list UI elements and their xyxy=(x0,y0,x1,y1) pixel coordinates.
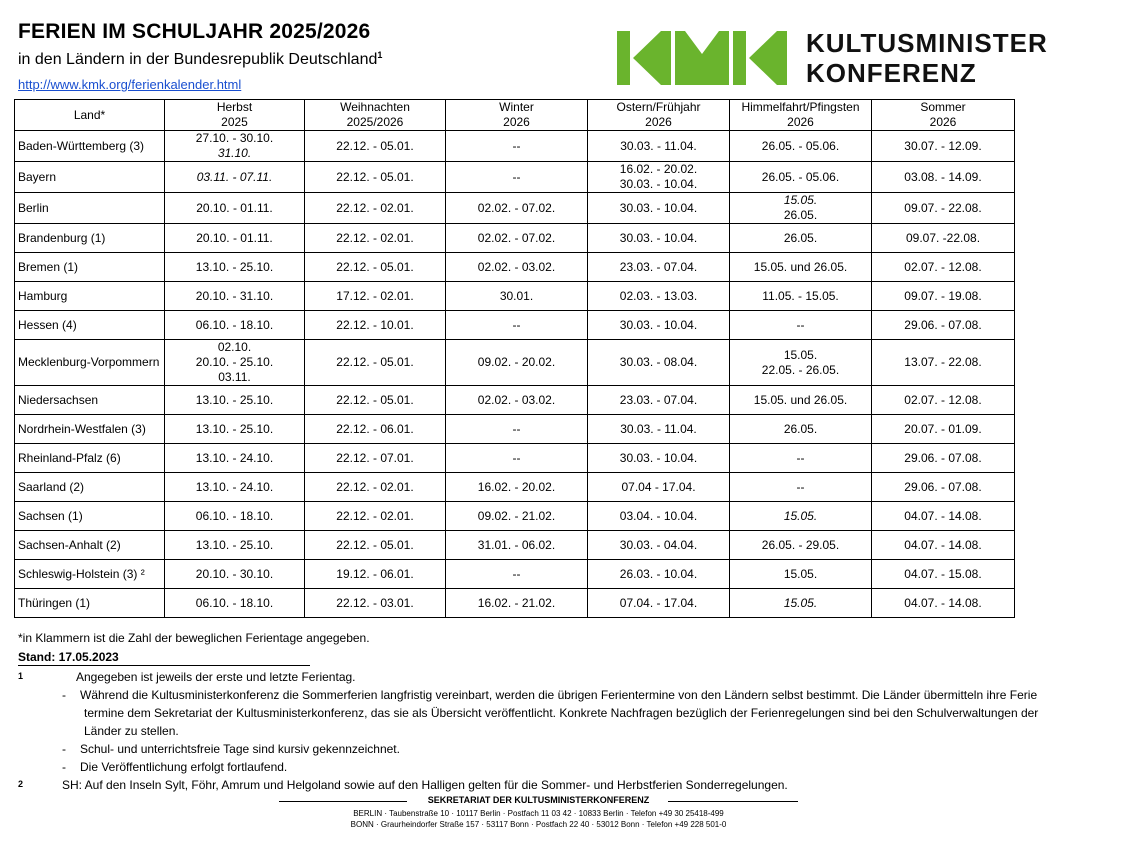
ferien-date: 30.03. - 10.04. xyxy=(619,450,698,465)
ferien-cell xyxy=(165,415,305,444)
ferien-cell xyxy=(872,444,1015,473)
column-header-line: Ostern/Frühjahr xyxy=(616,100,701,114)
ferien-cell xyxy=(730,444,872,473)
ferien-date: 22.12. - 05.01. xyxy=(336,355,414,369)
ferien-date: 22.12. - 07.01. xyxy=(336,450,414,465)
ferien-date: -- xyxy=(512,138,521,153)
bullet-3-text: Die Veröffentlichung erfolgt fortlaufend. xyxy=(80,760,288,774)
ferien-date: 03.11. xyxy=(218,370,251,384)
logo-text-line1: KULTUSMINISTER xyxy=(806,28,1048,58)
table-row xyxy=(15,131,1015,162)
ferien-date: 26.05. - 05.06. xyxy=(761,138,840,153)
ferien-cell xyxy=(165,131,305,162)
ferien-date: 22.12. - 06.01. xyxy=(336,421,414,436)
ferien-cell xyxy=(730,589,872,618)
asterisk-note: *in Klammern ist die Zahl der beweglichen Ferientage angegeben. xyxy=(18,631,370,645)
ferien-date: 03.04. - 10.04. xyxy=(619,508,698,523)
land-name: Sachsen (1) xyxy=(15,502,165,531)
ferien-cell xyxy=(730,253,872,282)
column-header-line: 2025 xyxy=(221,115,248,129)
ferien-date: 06.10. - 18.10. xyxy=(195,595,274,610)
column-header xyxy=(588,100,730,131)
ferien-cell xyxy=(872,502,1015,531)
land-name: Brandenburg (1) xyxy=(15,224,165,253)
ferien-date: 30.03. - 11.04. xyxy=(620,138,697,153)
ferien-cell xyxy=(872,589,1015,618)
ferien-cell xyxy=(588,589,730,618)
ferien-cell xyxy=(588,415,730,444)
bullet-dash: - xyxy=(62,742,66,756)
bullet-1-line-1: Während die Kultusministerkonferenz die Sommerferien langfristig vereinbart, werden die übrigen Ferientermine von den Ländern selbst bestimmt. Die Länder übermitteln ihre Ferie xyxy=(80,688,1038,702)
ferien-cell xyxy=(872,311,1015,340)
ferien-cell xyxy=(730,282,872,311)
ferien-cell xyxy=(305,224,446,253)
table-row xyxy=(15,282,1015,311)
ferien-cell xyxy=(588,282,730,311)
ferien-date: 26.05. - 05.06. xyxy=(761,169,840,184)
table-header-row xyxy=(15,100,1015,131)
ferien-cell xyxy=(588,502,730,531)
ferien-date: 30.03. - 10.04. xyxy=(619,317,698,332)
land-name: Hamburg xyxy=(15,282,165,311)
ferien-date: 07.04 - 17.04. xyxy=(621,479,696,494)
ferien-cell xyxy=(165,282,305,311)
ferien-cell xyxy=(165,502,305,531)
ferien-cell xyxy=(730,502,872,531)
footnote-1-bullet-3 xyxy=(18,758,1058,776)
logo-k1-arm xyxy=(633,31,671,85)
ferien-date: 31.01. - 06.02. xyxy=(477,537,556,552)
ferien-date: 11.05. - 15.05. xyxy=(762,288,839,303)
ferien-cell xyxy=(588,162,730,193)
table-row xyxy=(15,253,1015,282)
ferien-date: 16.02. - 20.02. xyxy=(619,162,698,176)
ferien-cell xyxy=(305,531,446,560)
ferien-cell xyxy=(446,589,588,618)
ferien-date: 20.07. - 01.09. xyxy=(904,421,982,436)
ferien-cell xyxy=(588,560,730,589)
ferien-date: 26.05. - 29.05. xyxy=(761,537,840,552)
ferien-cell xyxy=(588,473,730,502)
ferien-date: -- xyxy=(512,317,521,332)
footnote-1-bullet-2 xyxy=(18,740,1058,758)
ferien-date: 02.02. - 03.02. xyxy=(477,259,556,274)
ferien-date: 29.06. - 07.08. xyxy=(904,479,982,494)
ferien-cell xyxy=(872,162,1015,193)
ferien-cell xyxy=(305,193,446,224)
ferien-date: 20.10. - 30.10. xyxy=(195,566,274,581)
bullet-1-line-2: termine dem Sekretariat der Kultusministerkonferenz, das sie als Übersicht veröffentlicht. Konkrete Nachfragen bezüglich der Ferienregelungen sind bei den Schulverwaltungen der xyxy=(84,706,1039,720)
bullet-2-text: Schul- und unterrichtsfreie Tage sind kursiv gekennzeichnet. xyxy=(80,742,400,756)
ferien-date: 16.02. - 20.02. xyxy=(477,479,556,494)
ferien-date: -- xyxy=(796,479,805,494)
footnote-1-text: Angegeben ist jeweils der erste und letzte Ferientag. xyxy=(76,670,356,684)
ferien-date: 02.02. - 07.02. xyxy=(477,200,556,215)
column-header-line: Weihnachten xyxy=(340,100,410,114)
ferien-cell xyxy=(305,386,446,415)
ferien-date: 09.07. - 22.08. xyxy=(904,200,982,215)
ferien-cell xyxy=(872,560,1015,589)
logo-text-line2: KONFERENZ xyxy=(806,58,977,88)
ferien-date: 31.10. xyxy=(217,146,252,160)
ferien-cell xyxy=(305,560,446,589)
column-header xyxy=(15,100,165,131)
ferien-date: 06.10. - 18.10. xyxy=(195,317,274,332)
page-subtitle xyxy=(18,50,382,69)
ferien-date: 15.05. und 26.05. xyxy=(753,259,848,274)
ferien-cell xyxy=(588,253,730,282)
ferien-date: 26.05. xyxy=(783,208,818,222)
ferien-cell xyxy=(588,311,730,340)
ferien-date: 20.10. - 31.10. xyxy=(195,288,274,303)
ferien-date: 15.05. xyxy=(783,566,818,581)
ferien-date: 02.07. - 12.08. xyxy=(904,259,982,274)
ferien-cell xyxy=(165,386,305,415)
column-header-line: Herbst xyxy=(216,100,253,114)
ferien-cell xyxy=(872,340,1015,386)
footer-address-berlin: BERLIN · Taubenstraße 10 · 10117 Berlin · Postfach 11 03 42 · 10833 Berlin · Telefon +49 30 25418-499 xyxy=(353,809,724,818)
ferien-cell xyxy=(872,415,1015,444)
ferien-cell xyxy=(165,311,305,340)
footnote-2 xyxy=(18,776,1058,794)
ferien-cell xyxy=(446,531,588,560)
subtitle-footnote-mark: 1 xyxy=(377,50,383,60)
land-name: Niedersachsen xyxy=(15,386,165,415)
column-header xyxy=(165,100,305,131)
column-header-line: 2026 xyxy=(787,115,814,129)
ferien-date: 09.07. - 19.08. xyxy=(904,288,982,303)
ferien-date: 22.12. - 02.01. xyxy=(336,200,414,215)
table-row xyxy=(15,386,1015,415)
ferien-date: 02.10. xyxy=(217,340,252,354)
ferien-cell xyxy=(872,131,1015,162)
ferien-cell xyxy=(872,282,1015,311)
ferien-cell xyxy=(872,193,1015,224)
ferien-cell xyxy=(588,340,730,386)
ferien-date: 13.10. - 25.10. xyxy=(195,421,274,436)
ferien-date: 23.03. - 07.04. xyxy=(619,259,698,274)
stand-date: Stand: 17.05.2023 xyxy=(18,650,310,666)
ferien-date: -- xyxy=(796,317,805,332)
kmk-logo xyxy=(617,31,787,85)
table-row xyxy=(15,224,1015,253)
land-name: Schleswig-Holstein (3) ² xyxy=(15,560,165,589)
column-header-line: 2026 xyxy=(645,115,672,129)
ferien-date: 20.10. - 01.11. xyxy=(196,200,273,215)
ferien-cell xyxy=(446,224,588,253)
ferien-cell xyxy=(305,444,446,473)
footnotes xyxy=(18,668,1058,794)
ferien-date: 22.12. - 05.01. xyxy=(336,392,414,407)
ferien-date: 02.02. - 07.02. xyxy=(477,230,556,245)
ferien-date: 30.03. - 10.04. xyxy=(619,230,698,245)
land-name: Berlin xyxy=(15,193,165,224)
ferien-date: 13.10. - 25.10. xyxy=(195,537,274,552)
ferien-date: 17.12. - 02.01. xyxy=(336,288,414,303)
ferien-date: 03.11. - 07.11. xyxy=(196,169,273,184)
ferien-date: 30.07. - 12.09. xyxy=(904,138,982,153)
logo-k2-arm xyxy=(749,31,787,85)
footnote-1-bullet-1 xyxy=(18,686,1058,740)
ferien-cell xyxy=(305,282,446,311)
ferien-cell xyxy=(305,415,446,444)
ferien-date: 04.07. - 14.08. xyxy=(904,595,982,610)
ferien-cell xyxy=(872,253,1015,282)
ferien-cell xyxy=(305,162,446,193)
ferien-cell xyxy=(446,162,588,193)
table-row xyxy=(15,415,1015,444)
ferien-date: 30.03. - 10.04. xyxy=(619,177,698,191)
footnote-1-mark: 1 xyxy=(18,671,24,681)
ferien-date: 30.01. xyxy=(499,288,534,303)
footnote-2-text: SH: Auf den Inseln Sylt, Föhr, Amrum und Helgoland sowie auf den Halligen gelten für die Sommer- und Herbstferien Sonderregelungen. xyxy=(62,778,788,792)
ferien-cell xyxy=(730,131,872,162)
ferien-cell xyxy=(730,473,872,502)
ferien-date: 15.05. xyxy=(783,595,818,610)
ferien-cell xyxy=(588,224,730,253)
ferien-cell xyxy=(446,560,588,589)
ferien-date: 22.12. - 05.01. xyxy=(336,169,414,184)
ferien-cell xyxy=(165,589,305,618)
ferien-date: 26.05. xyxy=(783,421,818,436)
land-name: Rheinland-Pfalz (6) xyxy=(15,444,165,473)
ferien-date: 13.10. - 24.10. xyxy=(195,450,274,465)
ferien-date: 30.03. - 04.04. xyxy=(619,537,698,552)
ferien-cell xyxy=(165,193,305,224)
ferien-date: 03.08. - 14.09. xyxy=(904,169,982,184)
column-header xyxy=(730,100,872,131)
ferien-cell xyxy=(446,282,588,311)
ferien-cell xyxy=(165,560,305,589)
ferien-date: -- xyxy=(512,450,521,465)
bullet-dash: - xyxy=(62,688,66,702)
land-name: Thüringen (1) xyxy=(15,589,165,618)
ferien-date: 15.05. und 26.05. xyxy=(753,392,848,407)
ferien-cell xyxy=(872,531,1015,560)
ferien-cell xyxy=(165,253,305,282)
table-row xyxy=(15,340,1015,386)
ferien-date: 02.03. - 13.03. xyxy=(619,288,698,303)
ferien-date: 22.12. - 05.01. xyxy=(336,259,414,274)
ferien-cell xyxy=(730,531,872,560)
ferien-date: 15.05. xyxy=(783,347,818,362)
ferien-date: 30.03. - 11.04. xyxy=(620,421,697,436)
land-name: Hessen (4) xyxy=(15,311,165,340)
ferien-date: 26.03. - 10.04. xyxy=(619,566,698,581)
ferien-date: 22.12. - 10.01. xyxy=(336,317,414,332)
ferien-cell xyxy=(730,340,872,386)
ferien-cell xyxy=(446,131,588,162)
land-name: Sachsen-Anhalt (2) xyxy=(15,531,165,560)
ferien-date: 13.07. - 22.08. xyxy=(904,355,982,369)
footnote-1 xyxy=(18,668,1058,686)
table-row xyxy=(15,311,1015,340)
ferien-date: 22.12. - 05.01. xyxy=(336,138,414,153)
kmk-logo-shapes xyxy=(617,31,787,85)
table-row xyxy=(15,560,1015,589)
footer-address-bonn: BONN · Graurheindorfer Straße 157 · 53117 Bonn · Postfach 22 40 · 53012 Bonn · Telefon +49 228 501-0 xyxy=(350,820,727,829)
logo-k1-stem xyxy=(617,31,630,85)
footnote-2-mark: 2 xyxy=(18,779,24,789)
ferien-date: 30.03. - 08.04. xyxy=(619,355,698,369)
ferien-cell xyxy=(165,340,305,386)
ferien-cell xyxy=(872,224,1015,253)
ferien-cell xyxy=(446,473,588,502)
ferien-cell xyxy=(730,224,872,253)
ferien-cell xyxy=(446,311,588,340)
ferien-date: 04.07. - 14.08. xyxy=(904,508,982,523)
column-header-line: Sommer xyxy=(920,100,966,114)
ferien-cell xyxy=(730,386,872,415)
kmk-logo-text xyxy=(806,28,1048,88)
ferien-date: 13.10. - 24.10. xyxy=(195,479,274,494)
ferien-cell xyxy=(165,444,305,473)
subtitle-text: in den Ländern in der Bundesrepublik Deutschland xyxy=(18,51,378,68)
ferien-date: 23.03. - 07.04. xyxy=(619,392,698,407)
ferien-date: 22.12. - 05.01. xyxy=(336,537,414,552)
land-name: Nordrhein-Westfalen (3) xyxy=(15,415,165,444)
column-header xyxy=(446,100,588,131)
ferien-date: 13.10. - 25.10. xyxy=(195,259,274,274)
ferien-date: 15.05. xyxy=(783,193,818,207)
ferien-date: 04.07. - 15.08. xyxy=(904,566,982,581)
ferien-cell xyxy=(588,444,730,473)
ferien-date: -- xyxy=(512,169,521,184)
ferien-cell xyxy=(588,531,730,560)
ferien-cell xyxy=(305,340,446,386)
ferien-cell xyxy=(730,415,872,444)
logo-k2-stem xyxy=(733,31,746,85)
ferien-date: 22.12. - 02.01. xyxy=(336,230,414,245)
ferien-date: -- xyxy=(796,450,805,465)
table-row xyxy=(15,502,1015,531)
ferien-date: 15.05. xyxy=(783,508,818,523)
ferien-cell xyxy=(730,311,872,340)
table-body xyxy=(15,131,1015,618)
column-header-line: Winter xyxy=(499,100,534,114)
ferienkalender-link[interactable]: http://www.kmk.org/ferienkalender.html xyxy=(18,77,242,92)
ferien-cell xyxy=(588,131,730,162)
ferien-date: 22.12. - 02.01. xyxy=(336,508,414,523)
column-header-line: 2025/2026 xyxy=(346,115,404,129)
ferien-cell xyxy=(446,193,588,224)
ferien-date: 22.05. - 26.05. xyxy=(761,362,840,377)
bullet-dash: - xyxy=(62,760,66,774)
column-header-line: Land* xyxy=(73,107,106,122)
column-header-line: 2026 xyxy=(503,115,530,129)
ferien-date: 29.06. - 07.08. xyxy=(904,450,982,465)
ferien-cell xyxy=(872,386,1015,415)
column-header-line: 2026 xyxy=(929,115,957,129)
ferien-cell xyxy=(588,193,730,224)
ferien-cell xyxy=(872,473,1015,502)
ferien-cell xyxy=(730,560,872,589)
ferien-date: 20.10. - 01.11. xyxy=(196,230,273,245)
ferien-cell xyxy=(305,502,446,531)
ferien-date: 06.10. - 18.10. xyxy=(195,508,274,523)
ferien-cell xyxy=(165,224,305,253)
ferien-date: 13.10. - 25.10. xyxy=(195,392,274,407)
land-name: Saarland (2) xyxy=(15,473,165,502)
ferien-cell xyxy=(588,386,730,415)
ferien-cell xyxy=(446,253,588,282)
ferien-date: 02.07. - 12.08. xyxy=(904,392,982,407)
ferien-cell xyxy=(305,589,446,618)
ferien-date: 27.10. - 30.10. xyxy=(195,131,274,145)
ferien-date: 19.12. - 06.01. xyxy=(336,566,414,581)
logo-m xyxy=(675,31,729,85)
ferien-cell xyxy=(305,131,446,162)
table-row xyxy=(15,531,1015,560)
ferien-cell xyxy=(446,415,588,444)
column-header xyxy=(872,100,1015,131)
bullet-1-line-3: Länder zu stellen. xyxy=(84,724,179,738)
land-name: Bayern xyxy=(15,162,165,193)
ferien-cell xyxy=(165,531,305,560)
ferien-cell xyxy=(305,311,446,340)
ferien-date: 07.04. - 17.04. xyxy=(619,595,698,610)
ferien-date: 29.06. - 07.08. xyxy=(904,317,982,332)
ferien-date: 26.05. xyxy=(783,230,818,245)
ferien-date: 30.03. - 10.04. xyxy=(619,200,698,215)
ferien-cell xyxy=(305,473,446,502)
ferien-date: 16.02. - 21.02. xyxy=(477,595,556,610)
land-name: Mecklenburg-Vorpommern xyxy=(15,340,165,386)
ferien-date: 02.02. - 03.02. xyxy=(477,392,556,407)
ferien-date: 22.12. - 03.01. xyxy=(336,595,414,610)
table-row xyxy=(15,473,1015,502)
table-row xyxy=(15,444,1015,473)
ferien-cell xyxy=(446,386,588,415)
land-name: Bremen (1) xyxy=(15,253,165,282)
table-row xyxy=(15,589,1015,618)
ferien-date: 04.07. - 14.08. xyxy=(904,537,982,552)
ferien-cell xyxy=(165,162,305,193)
column-header-line: Himmelfahrt/Pfingsten xyxy=(741,100,860,114)
ferien-table xyxy=(14,99,1015,618)
ferien-cell xyxy=(446,502,588,531)
ferien-cell xyxy=(730,162,872,193)
ferien-date: 09.02. - 20.02. xyxy=(477,355,556,369)
ferien-date: 09.02. - 21.02. xyxy=(477,508,556,523)
ferien-date: 09.07. -22.08. xyxy=(905,230,981,245)
ferien-date: -- xyxy=(512,421,521,436)
ferien-cell xyxy=(446,340,588,386)
footer-heading: SEKRETARIAT DER KULTUSMINISTERKONFERENZ xyxy=(427,795,650,805)
table-row xyxy=(15,162,1015,193)
ferien-cell xyxy=(165,473,305,502)
ferien-cell xyxy=(730,193,872,224)
ferien-date: 20.10. - 25.10. xyxy=(195,355,274,369)
ferien-cell xyxy=(446,444,588,473)
ferien-date: -- xyxy=(512,566,521,581)
ferien-date: 22.12. - 02.01. xyxy=(336,479,414,494)
ferien-cell xyxy=(305,253,446,282)
column-header xyxy=(305,100,446,131)
land-name: Baden-Württemberg (3) xyxy=(15,131,165,162)
page-title: FERIEN IM SCHULJAHR 2025/2026 xyxy=(18,20,371,43)
table-row xyxy=(15,193,1015,224)
